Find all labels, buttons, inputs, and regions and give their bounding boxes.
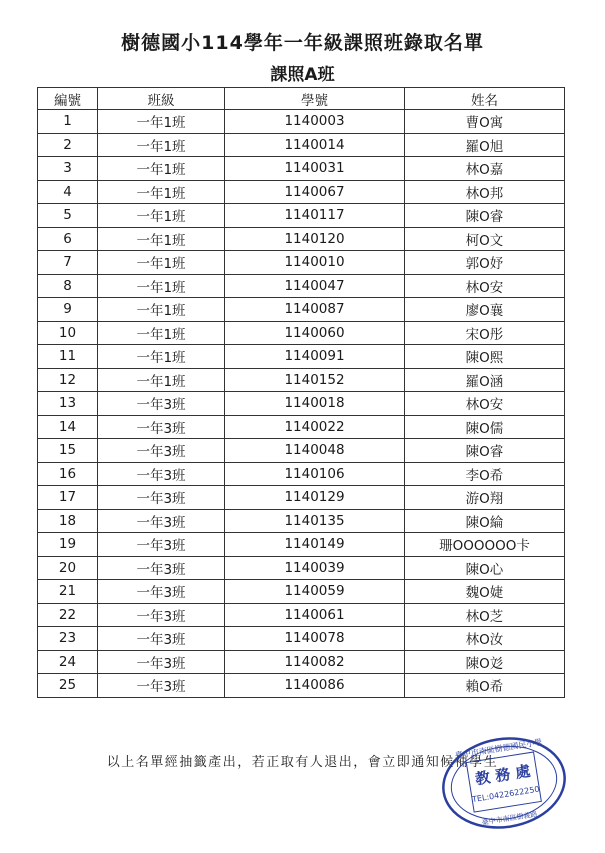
table-row bbox=[38, 627, 565, 651]
row-number: 19 bbox=[38, 533, 98, 557]
row-number: 8 bbox=[38, 274, 98, 298]
row-student-id: 1140078 bbox=[225, 627, 405, 651]
table-row bbox=[38, 603, 565, 627]
row-student-name: 林O芝 bbox=[405, 603, 565, 627]
row-student-name: 林O嘉 bbox=[405, 157, 565, 181]
row-number: 23 bbox=[38, 627, 98, 651]
row-student-id: 1140117 bbox=[225, 204, 405, 228]
row-student-name: 曹O寓 bbox=[405, 110, 565, 134]
row-student-id: 1140059 bbox=[225, 580, 405, 604]
row-class: 一年1班 bbox=[98, 368, 225, 392]
svg-text:TEL:0422622250: TEL:0422622250 bbox=[471, 784, 541, 805]
row-student-id: 1140047 bbox=[225, 274, 405, 298]
row-number: 10 bbox=[38, 321, 98, 345]
row-student-id: 1140014 bbox=[225, 133, 405, 157]
row-student-name: 陳O彣 bbox=[405, 650, 565, 674]
row-number: 12 bbox=[38, 368, 98, 392]
row-student-id: 1140031 bbox=[225, 157, 405, 181]
row-number: 16 bbox=[38, 462, 98, 486]
row-student-name: 陳O儒 bbox=[405, 415, 565, 439]
svg-text:臺中市南區樹德國民小學: 臺中市南區樹德國民小學 bbox=[454, 737, 543, 761]
row-number: 13 bbox=[38, 392, 98, 416]
row-number: 22 bbox=[38, 603, 98, 627]
school-seal-stamp bbox=[433, 726, 574, 841]
row-student-id: 1140087 bbox=[225, 298, 405, 322]
row-number: 2 bbox=[38, 133, 98, 157]
row-student-id: 1140039 bbox=[225, 556, 405, 580]
column-header-name: 姓名 bbox=[405, 88, 565, 110]
row-student-id: 1140022 bbox=[225, 415, 405, 439]
row-student-id: 1140060 bbox=[225, 321, 405, 345]
row-number: 20 bbox=[38, 556, 98, 580]
row-class: 一年3班 bbox=[98, 674, 225, 698]
footer-note: 以上名單經抽籤產出，若正取有人退出，會立即通知候補學生 bbox=[106, 755, 499, 770]
row-number: 15 bbox=[38, 439, 98, 463]
row-student-id: 1140086 bbox=[225, 674, 405, 698]
row-class: 一年1班 bbox=[98, 345, 225, 369]
table-row bbox=[38, 133, 565, 157]
row-class: 一年1班 bbox=[98, 180, 225, 204]
row-student-name: 陳O熙 bbox=[405, 345, 565, 369]
table-row bbox=[38, 180, 565, 204]
row-number: 5 bbox=[38, 204, 98, 228]
row-class: 一年3班 bbox=[98, 580, 225, 604]
svg-text:教 務 處: 教 務 處 bbox=[473, 761, 532, 789]
table-row bbox=[38, 439, 565, 463]
row-student-name: 陳O綸 bbox=[405, 509, 565, 533]
table-row bbox=[38, 368, 565, 392]
row-class: 一年3班 bbox=[98, 486, 225, 510]
row-class: 一年1班 bbox=[98, 133, 225, 157]
table-row bbox=[38, 486, 565, 510]
table-row bbox=[38, 462, 565, 486]
row-student-id: 1140067 bbox=[225, 180, 405, 204]
row-student-name: 珊OOOOOO卡 bbox=[405, 533, 565, 557]
table-row bbox=[38, 415, 565, 439]
row-class: 一年3班 bbox=[98, 439, 225, 463]
row-student-name: 郭O妤 bbox=[405, 251, 565, 275]
column-header-class: 班級 bbox=[98, 88, 225, 110]
row-class: 一年1班 bbox=[98, 157, 225, 181]
row-student-name: 林O安 bbox=[405, 274, 565, 298]
row-number: 9 bbox=[38, 298, 98, 322]
row-student-name: 魏O婕 bbox=[405, 580, 565, 604]
row-student-id: 1140120 bbox=[225, 227, 405, 251]
table-row bbox=[38, 204, 565, 228]
row-class: 一年3班 bbox=[98, 392, 225, 416]
column-header-number: 編號 bbox=[38, 88, 98, 110]
table-row bbox=[38, 110, 565, 134]
row-student-name: 賴O希 bbox=[405, 674, 565, 698]
row-student-id: 1140048 bbox=[225, 439, 405, 463]
row-number: 25 bbox=[38, 674, 98, 698]
row-class: 一年3班 bbox=[98, 650, 225, 674]
row-class: 一年1班 bbox=[98, 321, 225, 345]
row-class: 一年1班 bbox=[98, 298, 225, 322]
row-number: 4 bbox=[38, 180, 98, 204]
row-number: 3 bbox=[38, 157, 98, 181]
page-subtitle: 課照A班 bbox=[270, 65, 335, 85]
row-number: 18 bbox=[38, 509, 98, 533]
row-class: 一年1班 bbox=[98, 204, 225, 228]
row-class: 一年1班 bbox=[98, 227, 225, 251]
row-student-id: 1140106 bbox=[225, 462, 405, 486]
svg-text:臺中市南區樹義路: 臺中市南區樹義路 bbox=[481, 810, 538, 827]
row-number: 11 bbox=[38, 345, 98, 369]
row-class: 一年3班 bbox=[98, 556, 225, 580]
row-class: 一年1班 bbox=[98, 251, 225, 275]
row-number: 14 bbox=[38, 415, 98, 439]
row-student-id: 1140152 bbox=[225, 368, 405, 392]
roster-table bbox=[37, 87, 565, 698]
row-student-name: 羅O旭 bbox=[405, 133, 565, 157]
row-number: 6 bbox=[38, 227, 98, 251]
row-student-id: 1140149 bbox=[225, 533, 405, 557]
row-student-name: 宋O彤 bbox=[405, 321, 565, 345]
row-student-name: 李O希 bbox=[405, 462, 565, 486]
table-row bbox=[38, 251, 565, 275]
row-class: 一年3班 bbox=[98, 509, 225, 533]
table-row bbox=[38, 533, 565, 557]
table-header-row bbox=[38, 88, 565, 110]
row-class: 一年1班 bbox=[98, 274, 225, 298]
row-number: 24 bbox=[38, 650, 98, 674]
row-student-id: 1140082 bbox=[225, 650, 405, 674]
row-number: 1 bbox=[38, 110, 98, 134]
row-student-name: 柯O文 bbox=[405, 227, 565, 251]
row-student-name: 廖O襄 bbox=[405, 298, 565, 322]
table-row bbox=[38, 345, 565, 369]
row-student-name: 林O安 bbox=[405, 392, 565, 416]
column-header-student-id: 學號 bbox=[225, 88, 405, 110]
row-student-id: 1140129 bbox=[225, 486, 405, 510]
table-row bbox=[38, 392, 565, 416]
table-row bbox=[38, 227, 565, 251]
table-row bbox=[38, 509, 565, 533]
row-number: 21 bbox=[38, 580, 98, 604]
table-row bbox=[38, 674, 565, 698]
row-student-name: 林O汝 bbox=[405, 627, 565, 651]
row-student-id: 1140135 bbox=[225, 509, 405, 533]
row-class: 一年3班 bbox=[98, 462, 225, 486]
row-student-id: 1140091 bbox=[225, 345, 405, 369]
table-row bbox=[38, 580, 565, 604]
row-student-id: 1140010 bbox=[225, 251, 405, 275]
row-class: 一年3班 bbox=[98, 533, 225, 557]
row-student-name: 游O翔 bbox=[405, 486, 565, 510]
page-title: 樹德國小114學年一年級課照班錄取名單 bbox=[121, 32, 484, 54]
table-row bbox=[38, 274, 565, 298]
row-student-id: 1140003 bbox=[225, 110, 405, 134]
row-class: 一年3班 bbox=[98, 627, 225, 651]
row-class: 一年3班 bbox=[98, 415, 225, 439]
table-row bbox=[38, 298, 565, 322]
table-row bbox=[38, 650, 565, 674]
row-student-name: 陳O睿 bbox=[405, 204, 565, 228]
table-row bbox=[38, 556, 565, 580]
row-class: 一年3班 bbox=[98, 603, 225, 627]
row-number: 17 bbox=[38, 486, 98, 510]
roster-body bbox=[38, 110, 565, 698]
row-number: 7 bbox=[38, 251, 98, 275]
row-student-name: 羅O涵 bbox=[405, 368, 565, 392]
row-student-id: 1140018 bbox=[225, 392, 405, 416]
table-row bbox=[38, 157, 565, 181]
row-student-id: 1140061 bbox=[225, 603, 405, 627]
table-row bbox=[38, 321, 565, 345]
row-student-name: 陳O睿 bbox=[405, 439, 565, 463]
row-student-name: 林O邦 bbox=[405, 180, 565, 204]
row-class: 一年1班 bbox=[98, 110, 225, 134]
row-student-name: 陳O心 bbox=[405, 556, 565, 580]
